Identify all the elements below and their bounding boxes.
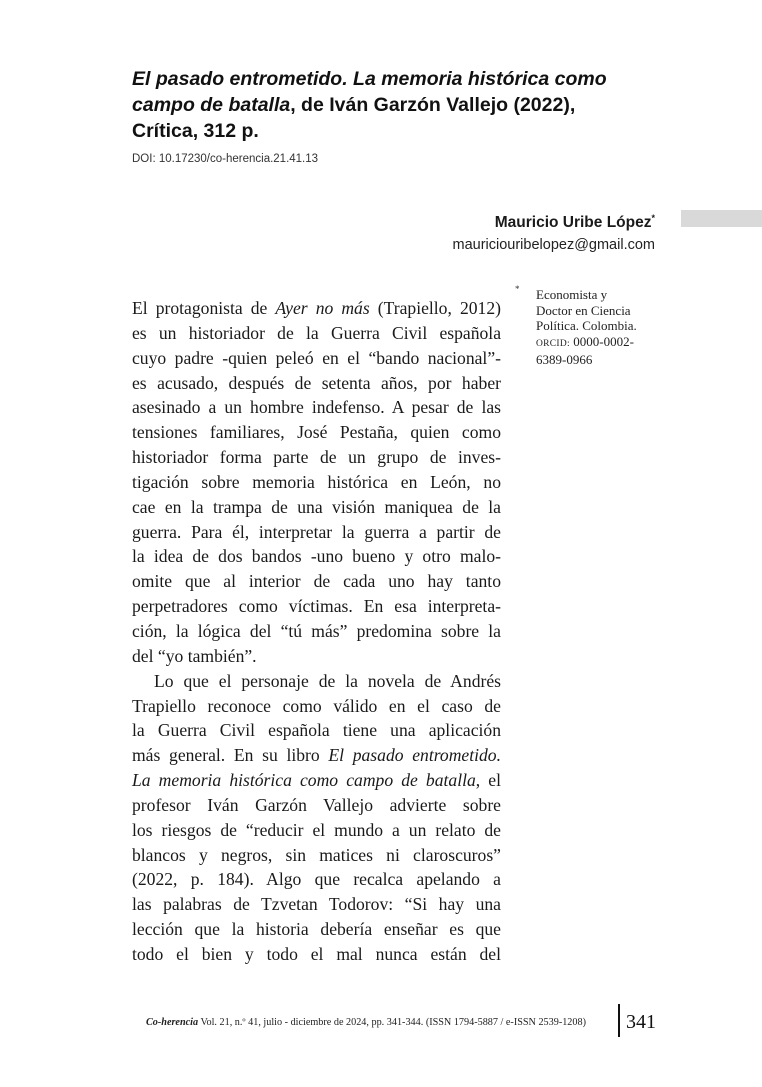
body-line: la idea de dos bandos -uno bueno y otro malo-	[132, 546, 501, 567]
body-line: los riesgos de “reducir el mundo a un relato de	[132, 819, 501, 840]
body-line: asesinado a un hombre indefenso. A pesar de las	[132, 397, 501, 418]
page-footer	[146, 1017, 586, 1028]
body-line: ción, la lógica del “tú más” predomina sobre la	[132, 620, 501, 641]
body-line: cae en la trampa de una visión maniquea de la	[132, 496, 501, 517]
book-title-ref: Ayer no más	[275, 298, 370, 318]
body-line: es acusado, después de setenta años, por haber	[132, 372, 501, 393]
author-footnote	[536, 287, 651, 368]
title-author-part: , de Iván Garzón Vallejo (2022),	[290, 94, 576, 116]
body-line: cuyo padre -quien peleó en el “bando nacional”-	[132, 347, 501, 368]
orcid-label: ORCID:	[536, 338, 570, 349]
body-line: (2022, p. 184). Algo que recalca apelando a	[132, 869, 501, 890]
footnote-line: Política. Colombia.	[536, 318, 637, 333]
body-line: profesor Iván Garzón Vallejo advierte sobre	[132, 794, 501, 815]
footer-divider	[618, 1004, 620, 1037]
article-title	[132, 66, 672, 144]
title-book-name-part1: El pasado entrometido. La memoria histórica como	[132, 68, 607, 90]
book-title-ref: La memoria histórica como campo de batalla	[132, 770, 476, 791]
body-line: del “yo también”.	[132, 645, 257, 666]
footnote-line: Economista y	[536, 287, 608, 302]
orcid-id-part2: 6389-0966	[536, 352, 593, 367]
body-line: más general. En su libro El pasado entrometido.	[132, 745, 502, 766]
section-tab-marker	[681, 210, 762, 227]
body-line: perpetradores como víctimas. En esa interpreta-	[132, 596, 501, 617]
citation-info: Vol. 21, n.º 41, julio - diciembre de 2024, pp. 341-344. (ISSN 1794-5887 / e-ISSN 2539-1208)	[198, 1017, 586, 1028]
body-line: tigación sobre memoria histórica en León, no	[132, 471, 501, 492]
body-line: omite que al interior de cada uno hay tanto	[132, 571, 501, 592]
page-number: 341	[626, 1011, 656, 1033]
body-line: es un historiador de la Guerra Civil española	[132, 322, 501, 343]
body-line: Lo que el personaje de la novela de Andrés	[154, 670, 501, 691]
body-line: lección que la historia debería enseñar es que	[132, 919, 501, 940]
body-line: Trapiello reconoce como válido en el caso de	[132, 695, 501, 716]
author-block	[453, 208, 656, 257]
footnote-mark: *	[515, 284, 520, 294]
body-line: historiador forma parte de un grupo de inves-	[132, 447, 501, 468]
body-line: El protagonista de Ayer no más (Trapiello, 2012)	[132, 298, 501, 318]
review-body	[132, 296, 501, 967]
orcid-line	[536, 334, 651, 353]
footnote-line: Doctor en Ciencia	[536, 302, 631, 318]
orcid-id-part1: 0000-0002-	[570, 333, 634, 349]
author-email[interactable]: mauriciouribelopez@gmail.com	[452, 237, 655, 253]
body-line: La memoria histórica como campo de batalla, el	[132, 770, 501, 791]
body-line: todo el bien y todo el mal nunca están del	[132, 943, 501, 964]
doi-link[interactable]: DOI: 10.17230/co-herencia.21.41.13	[132, 153, 319, 165]
author-footnote-mark: *	[651, 213, 655, 223]
body-line: blancos y negros, sin matices ni claroscuros”	[132, 844, 501, 865]
author-name: Mauricio Uribe López*	[494, 213, 655, 231]
book-title-ref: El pasado entrometido.	[328, 745, 502, 766]
journal-name: Co-herencia	[146, 1017, 199, 1028]
body-line: las palabras de Tzvetan Todorov: “Si hay una	[132, 894, 501, 915]
body-line: la Guerra Civil española tiene una aplicación	[132, 720, 501, 741]
title-book-name-part2: campo de batalla	[132, 94, 291, 116]
body-line: guerra. Para él, interpretar la guerra a partir de	[132, 521, 501, 542]
body-line: tensiones familiares, José Pestaña, quien como	[132, 422, 501, 443]
title-publisher-line: Crítica, 312 p.	[132, 120, 259, 142]
